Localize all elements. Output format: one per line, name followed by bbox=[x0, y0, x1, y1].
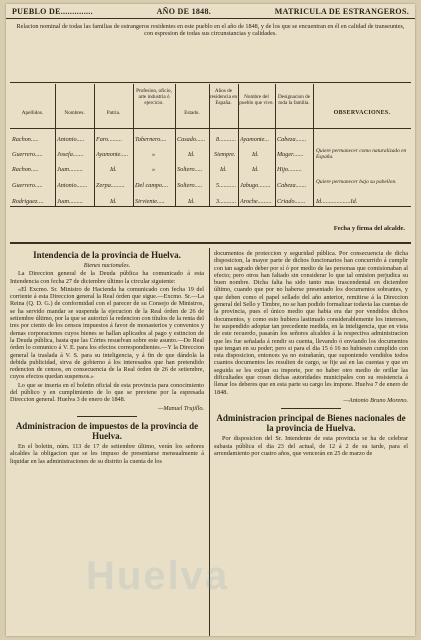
left-column bbox=[10, 250, 204, 466]
archive-watermark: Huelva bbox=[86, 554, 230, 598]
col-estado: Estado. bbox=[184, 110, 200, 116]
row5-profesion: Sirviente..... bbox=[135, 198, 165, 205]
row5-anos: 3........... bbox=[216, 198, 237, 205]
row4-familia: Cabeza....... bbox=[277, 182, 307, 189]
col-apellidos: Apellidos. bbox=[21, 110, 44, 116]
header-left: PUEBLO DE.............. bbox=[12, 7, 93, 16]
table-top-rule bbox=[10, 82, 411, 83]
row2-anos: Siempre. bbox=[214, 151, 236, 158]
row1-profesion: Tabernero.... bbox=[135, 136, 167, 143]
intro-text: Relacion nominal de todas las familias de estrangeros residentes en este pueblo en el año de 1848, y de los que se encuentran en él en calidad de transeuntes, con espresion de todas sus circunstancias y calidades. bbox=[16, 23, 405, 38]
row4-patria: Zerpa......... bbox=[96, 182, 125, 189]
row2-familia: Muger....... bbox=[277, 151, 304, 158]
row3-estado: Soltero..... bbox=[177, 166, 203, 173]
right-column bbox=[214, 250, 408, 458]
newspaper-page bbox=[6, 4, 415, 636]
impuestos-paragraph-1: En el boletin, núm. 113 de 17 de setiembre último, verán los señores alcaldes la obligacion que se les impuso de presentarse mensualmente á liquidar en las administraciones de su distrito la cuenta de los bbox=[10, 442, 204, 465]
row2-nombres: Josefa....... bbox=[57, 151, 84, 158]
row1-patria: Faro......... bbox=[96, 136, 123, 143]
intendencia-paragraph-1: La Direccion general de la Deuda pública ha comunicado á esta Intendencia con fecha 27 de diciembre último la circular siguiente: bbox=[10, 270, 204, 285]
row5-familia: Criado....... bbox=[277, 198, 306, 205]
row1-estado: Casado...... bbox=[177, 136, 206, 143]
row4-anos: 5........... bbox=[216, 182, 237, 189]
registration-form bbox=[10, 58, 411, 238]
row5-observaciones: Id...................Id. bbox=[316, 198, 358, 205]
row3-anos: Id. bbox=[220, 166, 227, 173]
row1-familia: Cabeza....... bbox=[277, 136, 307, 143]
table-head-rule bbox=[10, 128, 411, 129]
column-divider bbox=[209, 248, 210, 636]
header-center: AÑO DE 1848. bbox=[156, 7, 212, 16]
row2-estado: Id. bbox=[188, 151, 195, 158]
col-nombre-pueblo: Nombre del pueblo que vive. bbox=[239, 94, 274, 106]
header-right: MATRICULA DE ESTRANGEROS. bbox=[274, 7, 409, 16]
row5-patria: Id. bbox=[110, 198, 117, 205]
row2-pueblo: Id. bbox=[252, 151, 259, 158]
row4-observaciones: Quiere permanecer bajo su pabellon. bbox=[316, 179, 397, 185]
section-separator bbox=[77, 416, 137, 417]
col-anos-residencia: Años de residencia en España. bbox=[209, 88, 238, 106]
intendencia-paragraph-2: «El Excmo. Sr. Ministro de Hacienda ha comunicado con fecha 19 del corriente á esta Direccion general la Real órden que sigue.—Excmo. Sr.—La Reina (Q. D. G.) de conformidad con el parecer de su Consejo de Ministros, se ha servido mandar se suspenda la ejecucion de la Real órden de 26 de setiembre último, por la que se autorizó la redencion con títulos de la renta del tres por ciento de los censos impuestos á favor de monasterios y conventos y demas corporaciones cuyos bienes se hallan aplicados al pago y estincion de la Deuda pública, hasta que las Córtes resuelvan sobre este asunto.—De Real órden lo comunico á V. E. para los efectos correspondientes.—Y la Direccion general la traslada á V. S. para su inteligencia, y á fin de que dándola la debida publicidad, sirva de gobierno á los interesados que han pretendido redencion de censos, en consecuencia de la Real órden de 26 de setiembre, cuyos efectos quedan suspensos.» bbox=[10, 285, 204, 381]
col-familia: Designacion de toda la familia. bbox=[277, 94, 311, 106]
row1-pueblo: Ayamonte... bbox=[240, 136, 270, 143]
row5-estado: Id. bbox=[188, 198, 195, 205]
row4-profesion: Del campo.... bbox=[135, 182, 169, 189]
table-bottom-rule bbox=[10, 206, 411, 207]
intendencia-title: Intendencia de la provincia de Huelva. bbox=[33, 250, 181, 260]
col-profesion: Profesion, oficio, arte industria ó ejercicio. bbox=[136, 88, 172, 106]
row5-nombres: Juan......... bbox=[57, 198, 83, 205]
impuestos-continuation: documentos de proteccion y seguridad pública. Por consecuencia de dicha disposicion, la mayor parte de dichos funcionarios han concurrido á cumplir con tan sagrado deber por sí ó por medio de las personas que comisionaban al efecto; pero otros han faltado sin considerar lo que tal omision perjudica su buen nombre. Dicha falta ha sido tanto mas trascendental en diciembre último, cuando que por no haberse presentado los documentos sobrantes, y que deben como el papel sellado del año anterior, remitirse á la Direccion general del Sello y Timbre, no se han podido formalizar todavia las cuentas de la provincia, pues el único medio que habia era dar por vendidos dichos documentos, y como esto hubiera lastimado considerablemente los intereses, he suspendido adoptar tan precedente medida, en la inteligencia, que en vista de este recuerdo, pasarán los señores alcaldes á la respectiva administracion que les fue señalada á rendir su cuenta, llevando ó enviando los documentos que tengan en su poder; pero si para el dia 15 ó 16 no hubiesen cumplido con esta disposicion, entonces ya no estrañarán, que suponiendo vendidos todos cuantos documentos les resulten de cargo, se fije así en las cuentas y que en seguida se les exijan su importe, por no haber otro medio de orillar las dificultades que crean dichas autoridades municipales con su resistencia á llenar los deberes que en esta parte su cargo les impone. Huelva 7 de enero de 1848. bbox=[214, 250, 408, 396]
row3-patria: Id. bbox=[110, 166, 117, 173]
impuestos-title: Administracion de impuestos de la provincia de Huelva. bbox=[15, 420, 199, 441]
page-header bbox=[6, 4, 415, 19]
row3-apellidos: Rachon..... bbox=[12, 166, 39, 173]
section-separator-right bbox=[281, 408, 341, 409]
row3-nombres: Juan......... bbox=[57, 166, 83, 173]
intendencia-paragraph-3: Lo que se inserta en el boletin oficial de esta provincia para conocimiento del público y en cumplimiento de lo que se previene por la espresada Direccion general. Huelva 3 de enero de 1848. bbox=[10, 381, 204, 404]
subasta-paragraph: Por disposicion del Sr. Intendente de esta provincia se ha de celebrar subasta pública el dia 23 del actual, de 12 á 2 de su tarde, para el arrendamiento por cuatro años, que vencerán en 25 de marzo de bbox=[214, 435, 408, 457]
row2-profesion: » bbox=[152, 151, 156, 158]
row1-nombres: Antonio..... bbox=[57, 136, 85, 143]
bienes-nacionales-title: Administracion principal de Bienes nacionales de la provincia de Huelva. bbox=[216, 413, 406, 434]
row4-nombres: Antonio....... bbox=[57, 182, 88, 189]
row5-apellidos: Rodriguez.... bbox=[12, 198, 44, 205]
table-footer-signature-line: Fecha y firma del alcalde. bbox=[333, 225, 405, 232]
intendencia-signature: —Manuel Trujillo. bbox=[157, 404, 204, 412]
row3-pueblo: Id. bbox=[252, 166, 259, 173]
row2-observaciones: Quiere permanecer como naturalizado en España. bbox=[316, 148, 407, 160]
row4-estado: Soltero..... bbox=[177, 182, 203, 189]
col-observaciones: OBSERVACIONES. bbox=[333, 110, 391, 116]
col-nombres: Nombres. bbox=[64, 110, 85, 116]
row4-pueblo: Jabugo........ bbox=[240, 182, 271, 189]
row5-pueblo: Aroche......... bbox=[240, 198, 272, 205]
row3-profesion: » bbox=[152, 166, 156, 173]
row3-familia: Hijo......... bbox=[277, 166, 302, 173]
row4-apellidos: Guerrero..... bbox=[12, 182, 43, 189]
impuestos-signature: —Antonio Bruno Moreno. bbox=[343, 396, 408, 404]
row2-apellidos: Guerrero..... bbox=[12, 151, 43, 158]
row1-apellidos: Rachon..... bbox=[12, 136, 39, 143]
col-patria: Patria. bbox=[106, 110, 121, 116]
article-columns bbox=[10, 242, 411, 636]
row2-patria: Ayamonte..... bbox=[96, 151, 129, 158]
row1-anos: 8........... bbox=[216, 136, 237, 143]
bienes-nacionales-subtitle: Bienes nacionales. bbox=[83, 262, 131, 269]
